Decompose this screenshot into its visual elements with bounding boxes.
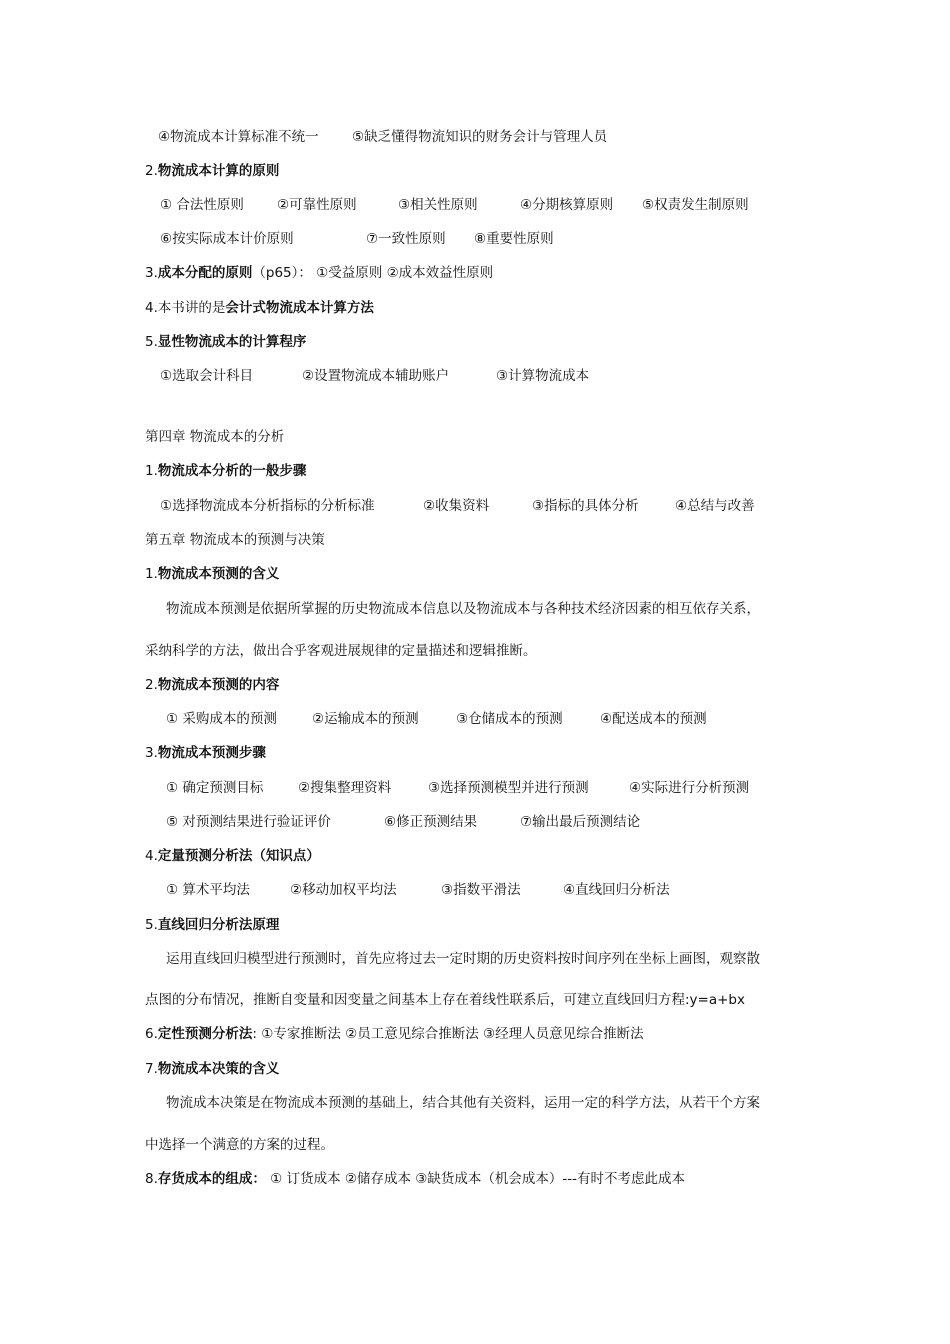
heading-title: 物流成本决策的含义 (157, 1061, 280, 1077)
list-item: ②运输成本的预测 (312, 711, 419, 727)
section-heading (145, 1169, 685, 1189)
list-item: ⑤ 对预测结果进行验证评价 (166, 814, 331, 830)
heading-title: 物流成本预测的含义 (157, 566, 280, 582)
chapter-title: 第五章 物流成本的预测与决策 (145, 532, 325, 548)
list-item: ③仓储成本的预测 (456, 711, 563, 727)
section-heading (145, 743, 266, 763)
section-heading (145, 564, 279, 584)
paragraph-line: 中选择一个满意的方案的过程。 (145, 1137, 334, 1153)
heading-number: 4. (145, 848, 158, 864)
list-item: ⑥按实际成本计价原则 (160, 231, 294, 247)
heading-number: 2. (145, 163, 158, 179)
section-heading (145, 461, 306, 481)
chapter-title: 第四章 物流成本的分析 (145, 429, 285, 445)
heading-title: 物流成本预测的内容 (157, 677, 280, 693)
list-item: ④直线回归分析法 (563, 882, 670, 898)
heading-number: 3. (145, 745, 158, 761)
heading-title: 显性物流成本的计算程序 (157, 334, 307, 350)
section-heading (145, 1059, 279, 1079)
heading-rest: : ①专家推断法 ②员工意见综合推断法 ③经理人员意见综合推断法 (252, 1026, 644, 1042)
list-item: ③选择预测模型并进行预测 (428, 780, 589, 796)
heading-title: 物流成本分析的一般步骤 (157, 463, 307, 479)
heading-rest: （p65）： ①受益原则 ②成本效益性原则 (252, 265, 494, 281)
heading-rest: ① 订货成本 ②储存成本 ③缺货成本（机会成本）---有时不考虑此成本 (265, 1171, 685, 1187)
list-item: ③指标的具体分析 (532, 498, 639, 514)
paragraph-line: 点图的分布情况，推断自变量和因变量之间基本上存在着线性联系后，可建立直线回归方程:y=a+bx (145, 992, 745, 1008)
heading-title: 定性预测分析法 (157, 1026, 253, 1042)
paragraph-line: 运用直线回归模型进行预测时，首先应将过去一定时期的历史资料按时间序列在坐标上画图，观察散 (166, 951, 760, 967)
heading-number: 4. (145, 300, 158, 316)
list-item: ①选择物流成本分析指标的分析标准 (160, 498, 375, 514)
list-item: ⑧重要性原则 (474, 231, 554, 247)
list-item: ⑦输出最后预测结论 (520, 814, 641, 830)
list-item: ④配送成本的预测 (600, 711, 707, 727)
list-item: ③相关性原则 (398, 197, 478, 213)
list-item: ⑦一致性原则 (366, 231, 446, 247)
heading-number: 1. (145, 463, 158, 479)
heading-number: 1. (145, 566, 158, 582)
section-heading (145, 1024, 644, 1044)
list-item: ⑤缺乏懂得物流知识的财务会计与管理人员 (352, 129, 608, 145)
section-heading (145, 915, 279, 935)
heading-number: 5. (145, 334, 158, 350)
list-item: ① 确定预测目标 (166, 780, 264, 796)
paragraph-line: 采纳科学的方法，做出合乎客观进展规律的定量描述和逻辑推断。 (145, 643, 537, 659)
list-item: ① 采购成本的预测 (166, 711, 277, 727)
list-item: ③计算物流成本 (496, 368, 590, 384)
heading-title: 物流成本预测步骤 (157, 745, 266, 761)
heading-title: 成本分配的原则 (157, 265, 253, 281)
heading-title: 物流成本计算的原则 (157, 163, 280, 179)
heading-title: 直线回归分析法原理 (157, 917, 280, 933)
list-item: ②搜集整理资料 (298, 780, 392, 796)
paragraph-line: 物流成本决策是在物流成本预测的基础上，结合其他有关资料，运用一定的科学方法，从若干个方案 (166, 1095, 760, 1111)
list-item: ②移动加权平均法 (290, 882, 397, 898)
section-heading (145, 263, 493, 283)
list-item: ① 算术平均法 (166, 882, 250, 898)
heading-title: 定量预测分析法（知识点） (157, 848, 320, 864)
heading-title: 会计式物流成本计算方法 (225, 300, 374, 316)
heading-number: 8. (145, 1171, 158, 1187)
section-heading (145, 161, 279, 181)
section-heading (145, 675, 279, 695)
paragraph-line: 物流成本预测是依据所掌握的历史物流成本信息以及物流成本与各种技术经济因素的相互依存关系， (166, 601, 760, 617)
heading-number: 6. (145, 1026, 158, 1042)
list-item: ⑤权责发生制原则 (642, 197, 749, 213)
list-item: ④总结与改善 (675, 498, 755, 514)
heading-number: 7. (145, 1061, 158, 1077)
section-heading (145, 332, 306, 352)
list-item: ②可靠性原则 (277, 197, 357, 213)
list-item: ②设置物流成本辅助账户 (302, 368, 450, 384)
list-item: ①选取会计科目 (160, 368, 254, 384)
list-item: ④分期核算原则 (520, 197, 614, 213)
section-heading (145, 298, 374, 318)
list-item: ④实际进行分析预测 (629, 780, 750, 796)
heading-number: 5. (145, 917, 158, 933)
heading-title: 存货成本的组成： (157, 1171, 266, 1187)
list-item: ⑥修正预测结果 (384, 814, 478, 830)
list-item: ②收集资料 (423, 498, 490, 514)
list-item: ① 合法性原则 (160, 197, 244, 213)
list-item: ④物流成本计算标准不统一 (158, 129, 319, 145)
section-heading (145, 846, 320, 866)
list-item: ③指数平滑法 (441, 882, 521, 898)
heading-number: 3. (145, 265, 158, 281)
heading-number: 2. (145, 677, 158, 693)
heading-prefix: 本书讲的是 (157, 300, 226, 316)
